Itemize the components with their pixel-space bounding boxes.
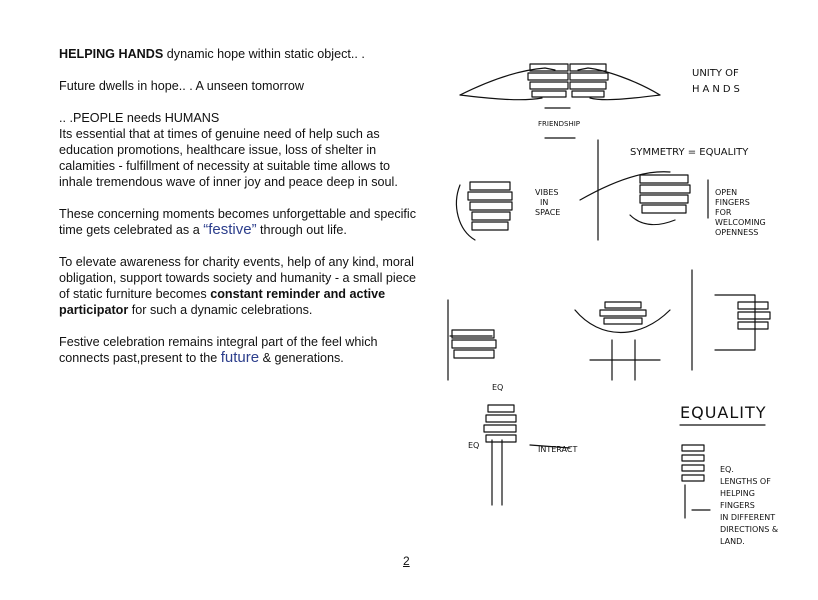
page-number: 2 [403,554,410,568]
equality-label: EQUALITY [680,403,767,422]
future-word: future [220,349,260,366]
eq-lengths-line-7: LAND. [720,537,745,546]
heading-subtitle: dynamic hope within static object.. . [163,47,365,61]
vibes-line-2: IN [540,198,549,207]
symmetry-label: SYMMETRY = EQUALITY [630,147,749,158]
paragraph-1 [59,110,419,190]
open-fingers-line-3: FOR [715,208,732,217]
sketch-panel [430,40,810,560]
tagline: Future dwells in hope.. . A unseen tomorrow [59,79,305,93]
open-fingers-line-1: OPEN [715,188,738,197]
festive-word: “festive” [203,221,257,238]
interact-label: INTERACT [538,445,578,454]
people-heading: .. .PEOPLE needs HUMANS [59,111,220,125]
paragraph-3-tail: for such a dynamic celebrations. [128,303,313,317]
vibes-line-3: SPACE [535,208,561,217]
open-fingers-line-2: FINGERS [715,198,750,207]
eq-lengths-line-6: DIRECTIONS & [720,525,779,534]
eq-lengths-line-4: FINGERS [720,501,755,510]
paragraph-3-bold: constant reminder and active participator [59,287,386,317]
paragraph-2 [59,206,419,238]
open-fingers-line-4: WELCOMING [715,218,766,227]
eq-label-1: EQ [492,383,504,392]
text-column [59,46,419,382]
paragraph-4-tail: & generations. [259,351,344,365]
eq-lengths-line-2: LENGTHS OF [720,477,771,486]
heading-title: HELPING HANDS [59,47,164,61]
paragraph-3-text: To elevate awareness for charity events, help of any kind, moral obligation, support towards society and humanity - a small piece of static furniture becomes [59,255,417,301]
eq-lengths-line-3: HELPING [720,489,755,498]
paragraph-1-body: Its essential that at times of genuine need of help such as education promotions, healthcare issue, loss of shelter in calamities - fulfillment of necessity at suitable time allows to inhale tremendous wave of inner joy and peace deep in soul. [59,127,398,189]
paragraph-2-text: These concerning moments becomes unforgettable and specific time gets celebrated as a [59,207,417,237]
chair-sketches [448,270,770,380]
paragraph-2-tail: through out life. [256,223,347,237]
eq-lengths-line-5: IN DIFFERENT [720,513,776,522]
open-fingers-line-5: OPENNESS [715,228,759,237]
stack-sketch [484,405,570,505]
paragraph-4-text: Festive celebration remains integral part of the feel which connects past,present to the [59,335,378,365]
vibes-line-1: VIBES [535,188,559,197]
paragraph-4 [59,334,419,366]
friendship-label: FRIENDSHIP [538,120,580,128]
eq-lengths-line-1: EQ. [720,465,734,474]
eq-label-2: EQ [468,441,480,450]
paragraph-3 [59,254,419,318]
heading-line [59,46,419,62]
hands-label: HANDS [692,84,743,95]
unity-of-label: UNITY OF [692,68,739,79]
